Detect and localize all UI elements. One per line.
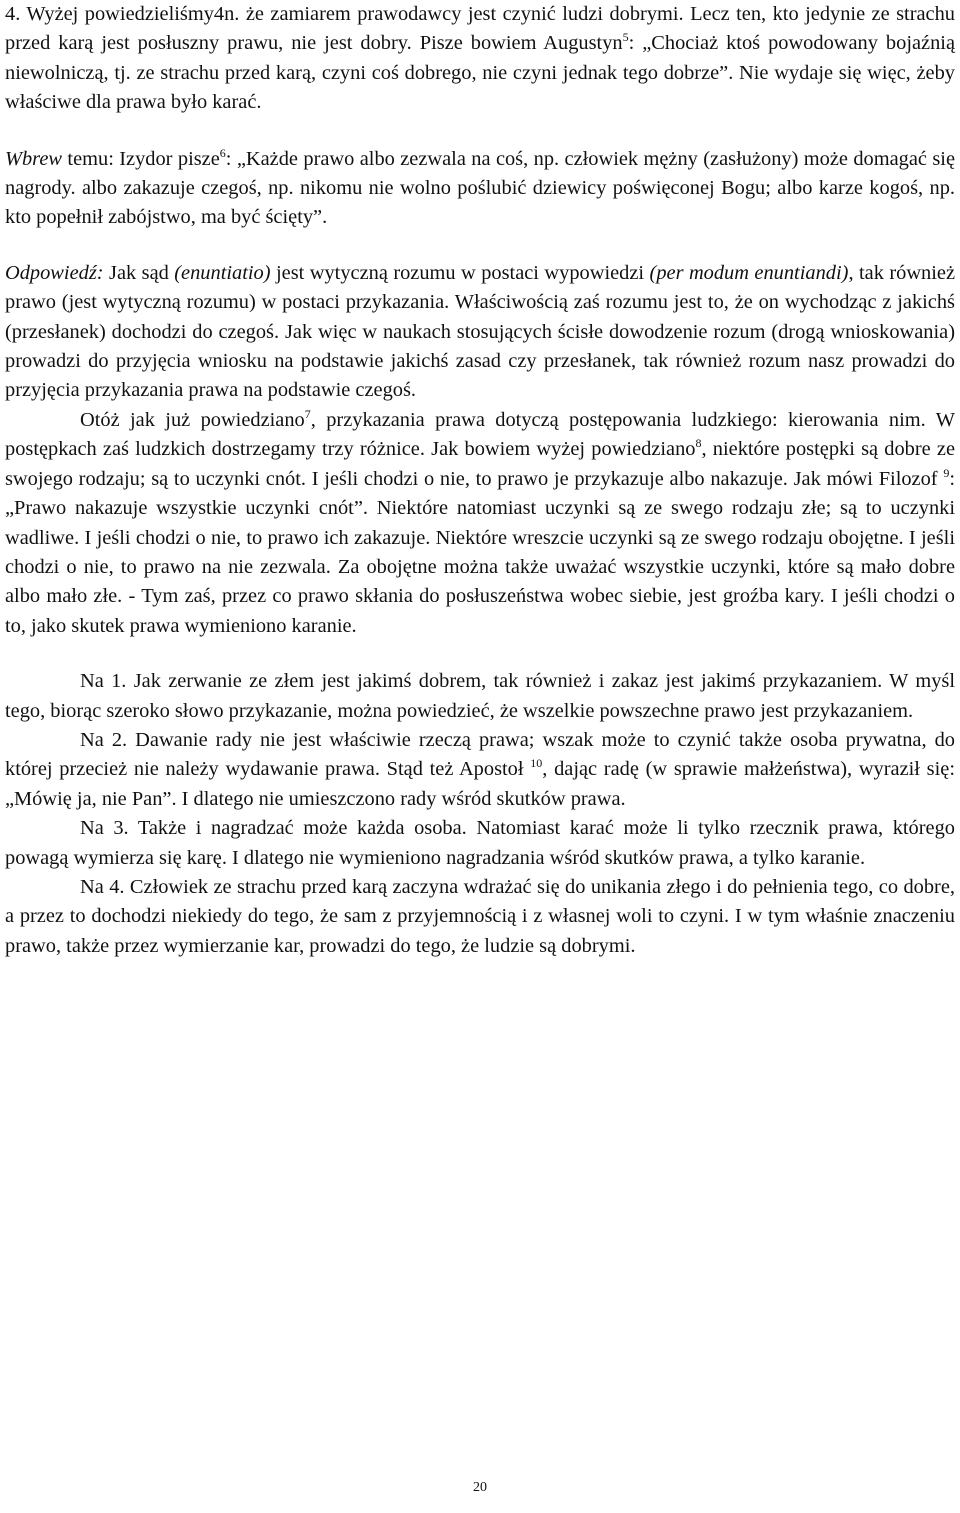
paragraph-reply-2 bbox=[5, 726, 955, 814]
objection-4-text-b: : „Chociaż ktoś powodowany bojaźnią niewolniczą, tj. ze strachu przed karą, czyni coś dobrego, nie czyni jednak tego dobrze”. Nie wydaje się więc, żeby właściwe dla prawa było karać. bbox=[5, 32, 955, 114]
reply-2-text-b: , dając radę (w sprawie małżeństwa), wyraził się: „Mówię ja, nie Pan”. I dlatego nie umieszczono rady wśród skutków prawa. bbox=[5, 758, 955, 810]
paragraph-reply-4 bbox=[5, 873, 955, 961]
footnote-ref-9: 9 bbox=[943, 465, 950, 480]
response-lead: Odpowiedź: bbox=[5, 261, 104, 284]
paragraph-sed-contra bbox=[5, 145, 955, 233]
paragraph-reply-1 bbox=[5, 667, 955, 726]
objection-4-text-a: 4. Wyżej powiedzieliśmy4n. że zamiarem prawodawcy jest czynić ludzi dobrymi. Lecz ten, kto jedynie ze strachu przed karą jest posłuszny prawu, nie jest dobry. Pisze bowiem Augustyn bbox=[5, 3, 955, 55]
sed-contra-text-b: : „Każde prawo albo zezwala na coś, np. człowiek mężny (zasłużony) może domagać się nagrody. albo zakazuje czegoś, np. nikomu nie wolno poślubić dziewicy poświęconej Bogu; albo karze kogoś, np. kto popełnił zabójstwo, ma być ścięty”. bbox=[5, 147, 955, 229]
reply-2-text-a: Na 2. Dawanie rady nie jest właściwie rzeczą prawa; wszak może to czynić także osoba prywatna, do której przecież nie należy wydawanie prawa. Stąd też Apostoł bbox=[5, 728, 955, 781]
response-cont-text-b: , przykazania prawa dotyczą postępowania ludzkiego: kierowania nim. W postępkach zaś ludzkich dostrzegamy trzy różnice. Jak bowiem wyżej powiedziano bbox=[5, 408, 955, 461]
document-page bbox=[5, 0, 955, 961]
response-cont-text-a: Otóż jak już powiedziano bbox=[80, 408, 305, 431]
response-latin-2: (per modum enuntiandi) bbox=[649, 261, 849, 284]
paragraph-reply-3 bbox=[5, 814, 955, 873]
sed-contra-text-a: temu: Izydor pisze bbox=[62, 147, 220, 170]
footnote-ref-8: 8 bbox=[695, 436, 702, 451]
response-text-a: Jak sąd bbox=[103, 261, 175, 284]
footnote-ref-5: 5 bbox=[622, 30, 629, 45]
response-text-c: , tak również prawo (jest wytyczną rozumu) w postaci przykazania. Właściwością zaś rozumu jest to, że on wychodząc z jakichś (przesłanek) dochodzi do czegoś. Jak więc w naukach stosujących ścisłe dowodzenie rozum (drogą wnioskowania) prowadzi do przyjęcia wniosku na podstawie jakichś zasad czy przesłanek, tak również rozum nasz prowadzi do przyjęcia przykazania prawa na podstawie czegoś. bbox=[5, 261, 956, 402]
reply-1-text: Na 1. Jak zerwanie ze złem jest jakimś dobrem, tak również i zakaz jest jakimś przykazaniem. W myśl tego, biorąc szeroko słowo przykazanie, można powiedzieć, że wszelkie powszechne prawo jest przykazaniem. bbox=[5, 670, 955, 722]
paragraph-objection-4 bbox=[5, 0, 955, 118]
response-cont-text-c: , niektóre postępki są dobre ze swojego rodzaju; są to uczynki cnót. I jeśli chodzi o nie, to prawo je przykazuje albo nakazuje. Jak mówi Filozof bbox=[5, 438, 955, 490]
footnote-ref-10: 10 bbox=[530, 756, 543, 771]
page-number: 20 bbox=[473, 1480, 487, 1495]
response-text-b: jest wytyczną rozumu w postaci wypowiedzi bbox=[270, 261, 650, 284]
paragraph-response bbox=[5, 259, 955, 406]
sed-contra-lead: Wbrew bbox=[5, 147, 63, 170]
footnote-ref-7: 7 bbox=[304, 407, 311, 422]
footnote-ref-6: 6 bbox=[219, 145, 226, 160]
reply-4-text: Na 4. Człowiek ze strachu przed karą zaczyna wdrażać się do unikania złego i do pełnienia tego, co dobre, a przez to dochodzi niekiedy do tego, że sam z przyjemnością i z własnej woli to czyni. I w tym właśnie znaczeniu prawo, także przez wymierzanie kar, prowadzi do tego, że ludzie są dobrymi. bbox=[5, 875, 955, 957]
response-cont-text-d: : „Prawo nakazuje wszystkie uczynki cnót”. Niektóre natomiast uczynki są ze swego rodzaju złe; są to uczynki wadliwe. I jeśli chodzi o nie, to prawo ich zakazuje. Niektóre wreszcie uczynki są ze swego rodzaju obojętne. I jeśli chodzi o nie, to prawo na nie zezwala. Za obojętne można także uważać wszystkie uczynki, które są mało dobre albo mało złe. - Tym zaś, przez co prawo skłania do posłuszeństwa wobec siebie, jest groźba kary. I jeśli chodzi o to, jako skutek prawa wymieniono karanie. bbox=[5, 467, 955, 637]
response-latin-1: (enuntiatio) bbox=[174, 261, 271, 284]
paragraph-response-continued bbox=[5, 406, 955, 641]
reply-3-text: Na 3. Także i nagradzać może każda osoba. Natomiast karać może li tylko rzecznik prawa, którego powagą wymierza się karę. I dlatego nie wymieniono nagradzania wśród skutków prawa, a tylko karanie. bbox=[5, 817, 955, 869]
